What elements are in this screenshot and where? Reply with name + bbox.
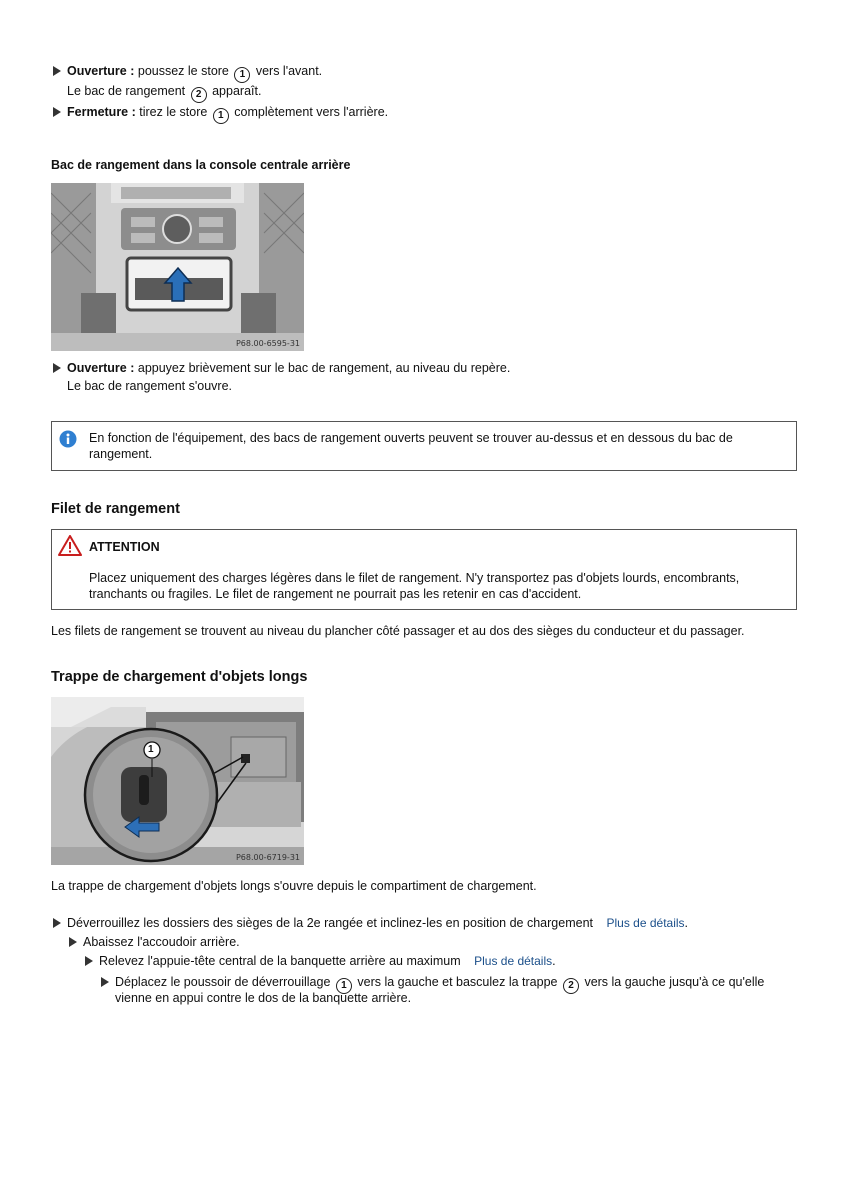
marker-1: 1: [234, 67, 250, 83]
hatch-step-4-cont: vienne en appui contre le dos de la banquette arrière.: [115, 991, 412, 1005]
info-text-line2: rangement.: [89, 447, 153, 461]
text-fragment: .: [684, 916, 689, 930]
bullet-arrow-icon: [69, 937, 77, 947]
console-storage-photo: [51, 183, 304, 351]
step-text: Déverrouillez les dossiers des sièges de la 2e rangée et inclinez-les en position de chargement: [67, 916, 593, 930]
text-fragment: poussez le store: [134, 64, 233, 78]
text-fragment: .: [552, 954, 556, 968]
text-fragment: vers l'avant.: [252, 64, 323, 78]
console-opening-step: [67, 360, 510, 376]
opening-label: Ouverture :: [67, 64, 135, 78]
marker-2: 2: [563, 978, 579, 994]
warning-box: [51, 529, 797, 610]
marker-2: 2: [191, 87, 207, 103]
opening-result: [67, 83, 261, 103]
hatch-photo: [51, 697, 304, 865]
net-body: Les filets de rangement se trouvent au niveau du plancher côté passager et au dos des sièges du conducteur et du passager.: [51, 624, 745, 638]
text-fragment: tirez le store: [135, 105, 211, 119]
closing-instruction: [67, 104, 388, 124]
text-fragment: Le bac de rangement: [67, 84, 189, 98]
bullet-arrow-icon: [85, 956, 93, 966]
hatch-intro: La trappe de chargement d'objets longs s'ouvre depuis le compartiment de chargement.: [51, 879, 537, 893]
text-fragment: vers la gauche jusqu'à ce qu'elle: [580, 975, 765, 989]
step-text: Relevez l'appuie-tête central de la banquette arrière au maximum: [99, 954, 461, 968]
text-fragment: Déplacez le poussoir de déverrouillage: [115, 975, 334, 989]
text-fragment: complètement vers l'arrière.: [230, 105, 389, 119]
bullet-arrow-icon: [53, 363, 61, 373]
warning-text-line2: tranchants ou fragiles. Le filet de rangement ne pourrait pas les retenir en cas d'accident.: [89, 587, 582, 601]
marker-1: 1: [336, 978, 352, 994]
hatch-step-2: Abaissez l'accoudoir arrière.: [83, 935, 240, 949]
bullet-arrow-icon: [53, 66, 61, 76]
text-fragment: appuyez brièvement sur le bac de rangement, au niveau du repère.: [134, 361, 511, 375]
info-box: [51, 421, 797, 471]
closing-label: Fermeture :: [67, 105, 136, 119]
bullet-arrow-icon: [53, 107, 61, 117]
image-caption: P68.00-6719-31: [235, 853, 300, 862]
console-heading: Bac de rangement dans la console centrale arrière: [51, 158, 351, 172]
bullet-arrow-icon: [101, 977, 109, 987]
warning-triangle-icon: [58, 535, 82, 556]
console-opening-result: Le bac de rangement s'ouvre.: [67, 379, 232, 393]
more-details-link[interactable]: Plus de détails: [474, 954, 553, 968]
image-marker-1: 1: [148, 744, 154, 755]
opening-label: Ouverture :: [67, 361, 135, 375]
text-fragment: vers la gauche et basculez la trappe: [353, 975, 561, 989]
bullet-arrow-icon: [53, 918, 61, 928]
warning-title: ATTENTION: [89, 540, 160, 554]
hatch-heading: Trappe de chargement d'objets longs: [51, 669, 308, 685]
warning-text-line1: Placez uniquement des charges légères dans le filet de rangement. N'y transportez pas d'objets lourds, encombrants,: [89, 571, 740, 585]
more-details-link[interactable]: Plus de détails: [606, 916, 685, 930]
hatch-step-1: [67, 915, 688, 931]
net-heading: Filet de rangement: [51, 501, 180, 517]
marker-1: 1: [213, 108, 229, 124]
text-fragment: apparaît.: [208, 84, 262, 98]
info-icon: [59, 430, 77, 448]
hatch-step-3: [99, 953, 556, 969]
image-caption: P68.00-6595-31: [235, 339, 300, 348]
info-text-line1: En fonction de l'équipement, des bacs de rangement ouverts peuvent se trouver au-dessus et en dessous du bac de: [89, 431, 733, 445]
opening-instruction: [67, 63, 322, 83]
